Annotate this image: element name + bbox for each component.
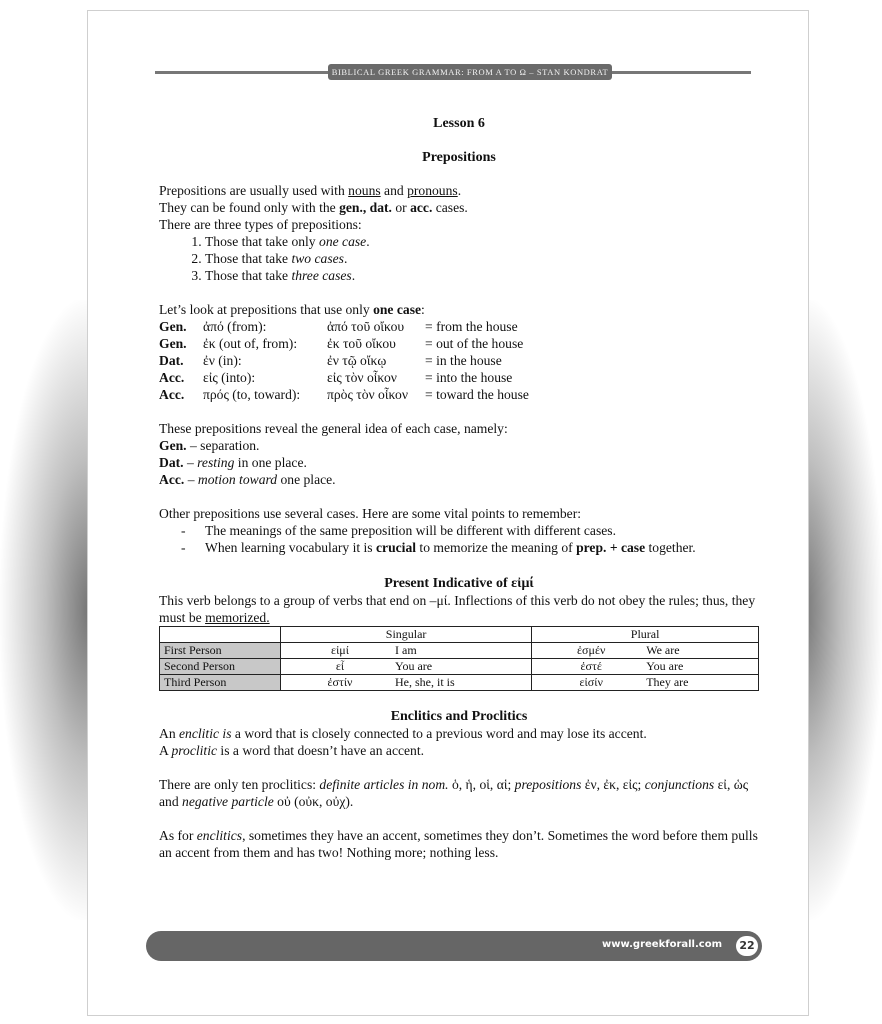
enclitics-title: Enclitics and Proclitics xyxy=(390,709,528,724)
preposition-row: Acc. εἰς (into): εἰς τὸν οἶκον = into the house xyxy=(159,370,513,385)
document-page xyxy=(87,10,809,1016)
lesson-title: Prepositions xyxy=(422,150,496,165)
vital-points-list xyxy=(159,522,759,556)
row-header: Second Person xyxy=(160,659,281,675)
table-header-row xyxy=(160,627,759,643)
page-shadow-left xyxy=(0,300,90,920)
one-case-section xyxy=(159,301,759,403)
plural-cell: εἰσίν They are xyxy=(532,675,759,691)
acc-idea: Acc. – motion toward one place. xyxy=(159,472,336,487)
page-number: 22 xyxy=(736,936,758,956)
table-corner-cell xyxy=(160,627,281,643)
preposition-row: Acc. πρός (to, toward): πρὸς τὸν οἶκον = toward the house xyxy=(159,387,529,402)
enclitics-paragraph: As for enclitics, sometimes they have an accent, sometimes they don’t. Sometimes the word before them pulls an accent from them and has two! Nothing more; nothing less. xyxy=(159,828,758,860)
lesson-number: Lesson 6 xyxy=(433,116,485,131)
column-header-plural: Plural xyxy=(532,627,759,643)
list-item: 3. Those that take three cases. xyxy=(205,267,759,284)
plural-cell: ἐστέ You are xyxy=(532,659,759,675)
other-lead: Other prepositions use several cases. Here are some vital points to remember: xyxy=(159,506,582,521)
page-shadow-right xyxy=(802,300,882,920)
singular-cell: εἰμί I am xyxy=(281,643,532,659)
row-header: First Person xyxy=(160,643,281,659)
table-row xyxy=(160,659,759,675)
eimi-title: Present Indicative of εἰμί xyxy=(384,576,534,591)
intro-line-2: They can be found only with the gen., dat. or acc. cases. xyxy=(159,200,468,215)
table-row xyxy=(160,643,759,659)
list-item: - When learning vocabulary it is crucial to memorize the meaning of prep. + case together. xyxy=(181,540,696,555)
list-item: - The meanings of the same preposition will be different with different cases. xyxy=(181,523,616,538)
plural-cell: ἐσμέν We are xyxy=(532,643,759,659)
preposition-row: Gen. ἀπό (from): ἀπό τοῦ οἴκου = from the house xyxy=(159,319,518,334)
row-header: Third Person xyxy=(160,675,281,691)
footer-bar xyxy=(146,931,762,961)
proclitic-definition: A proclitic is a word that doesn’t have an accent. xyxy=(159,743,425,758)
preposition-types-list xyxy=(159,233,759,284)
singular-cell: εἶ You are xyxy=(281,659,532,675)
enclitic-definition: An enclitic is a word that is closely connected to a previous word and may lose its accent. xyxy=(159,726,647,741)
footer-url: www.greekforall.com xyxy=(602,939,722,950)
one-case-lead: Let’s look at prepositions that use only one case: xyxy=(159,302,425,317)
conjugation-table xyxy=(159,626,759,691)
preposition-row: Gen. ἐκ (out of, from): ἐκ τοῦ οἴκου = out of the house xyxy=(159,336,524,351)
list-item: 1. Those that take only one case. xyxy=(205,233,759,250)
case-ideas-lead: These prepositions reveal the general idea of each case, namely: xyxy=(159,421,508,436)
enclitics-section xyxy=(159,708,759,861)
preposition-row: Dat. ἐν (in): ἐν τῷ οἴκῳ = in the house xyxy=(159,353,502,368)
running-header: BIBLICAL GREEK GRAMMAR: FROM A TO Ω – STAN KONDRAT xyxy=(328,64,612,80)
list-item: 2. Those that take two cases. xyxy=(205,250,759,267)
column-header-singular: Singular xyxy=(281,627,532,643)
singular-cell: ἐστίν He, she, it is xyxy=(281,675,532,691)
dat-idea: Dat. – resting in one place. xyxy=(159,455,307,470)
eimi-section xyxy=(159,575,759,691)
intro-section xyxy=(159,182,759,284)
intro-line-1: Prepositions are usually used with nouns and pronouns. xyxy=(159,183,462,198)
other-prepositions-section xyxy=(159,505,759,556)
intro-line-3: There are three types of prepositions: xyxy=(159,217,362,232)
page-content xyxy=(159,115,759,861)
eimi-text: This verb belongs to a group of verbs that end on –μί. Inflections of this verb do not obey the rules; thus, they must be memorized. xyxy=(159,593,756,625)
proclitics-paragraph: There are only ten proclitics: definite articles in nom. ὁ, ἡ, οἱ, αἱ; prepositions ἐν, ἐκ, εἰς; conjunctions εἰ, ὡς and negative particle οὐ (οὐκ, οὐχ). xyxy=(159,777,749,809)
case-ideas-section xyxy=(159,420,759,488)
table-row xyxy=(160,675,759,691)
gen-idea: Gen. – separation. xyxy=(159,438,260,453)
